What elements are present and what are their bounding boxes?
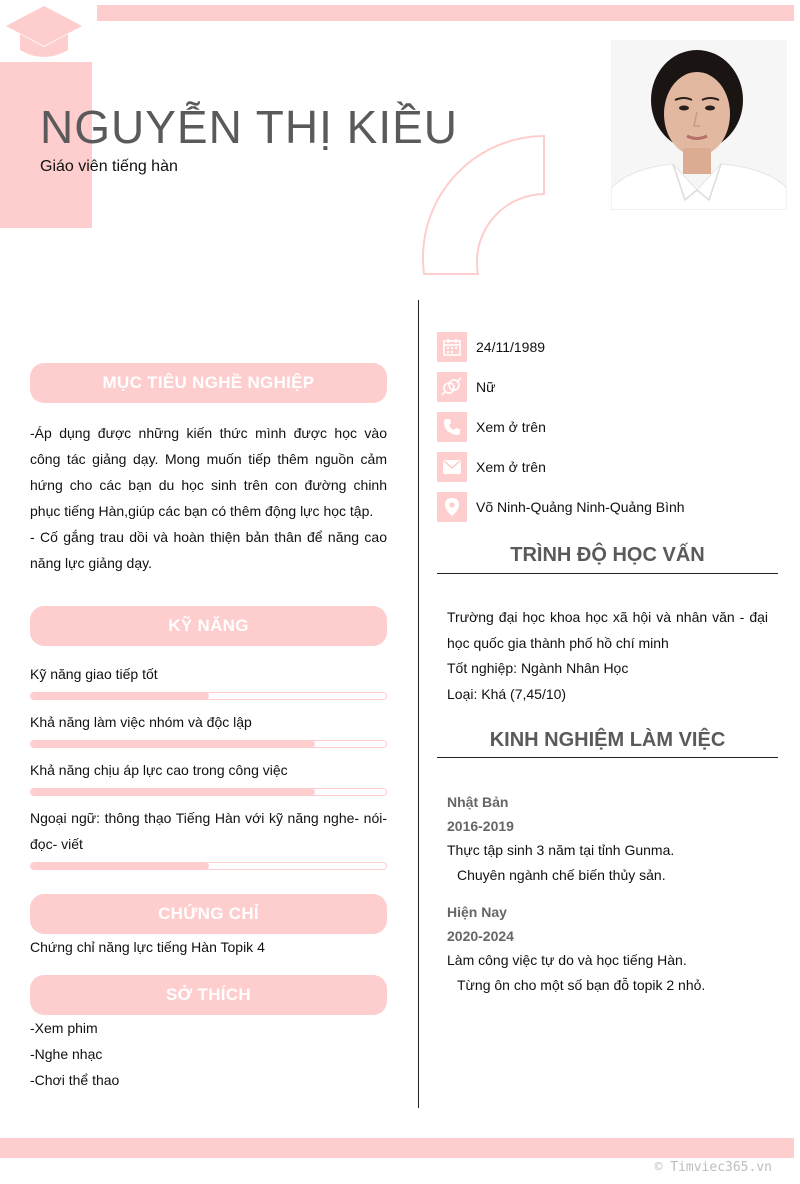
phone-icon — [437, 412, 467, 442]
gender-icon — [437, 372, 467, 402]
hobby-item: -Chơi thể thao — [30, 1072, 120, 1088]
education-grade: Loại: Khá (7,45/10) — [447, 685, 567, 702]
calendar-icon — [437, 332, 467, 362]
skill-fill — [31, 863, 209, 869]
skill-name: Ngoại ngữ: thông thạo Tiếng Hàn với kỹ năng nghe- nói- đọc- viết — [30, 810, 387, 852]
hobbies-heading: SỞ THÍCH — [30, 975, 387, 1015]
objective-heading: MỤC TIÊU NGHỀ NGHIỆP — [30, 363, 387, 403]
experience-line: Chuyên ngành chế biến thủy sản. — [457, 867, 666, 883]
experience-line: Từng ôn cho một số bạn đỗ topik 2 nhỏ. — [457, 977, 706, 993]
objective-line: - Cố gắng trau dồi và hoàn thiện bản thân để năng cao năng lực giảng dạy. — [30, 529, 387, 571]
skill-item — [30, 757, 387, 796]
objective-line: -Áp dụng được những kiến thức mình được học vào công tác giảng dạy. Mong muốn tiếp thêm nguồn cảm hứng cho các bạn du học sinh trên con đường chinh phục tiếng Hàn,giúp các bạn có thêm động lực học tập. — [30, 425, 387, 519]
education-heading: TRÌNH ĐỘ HỌC VẤN — [510, 544, 705, 566]
experience-item — [447, 790, 768, 888]
experience-line: Thực tập sinh 3 năm tại tỉnh Gunma. — [447, 842, 675, 858]
top-accent-bar — [97, 5, 794, 21]
job-title: Giáo viên tiếng hàn — [40, 158, 178, 175]
skill-bar — [30, 788, 387, 796]
skill-fill — [31, 789, 315, 795]
experience-place: Hiện Nay — [447, 904, 507, 920]
hobby-item: -Nghe nhạc — [30, 1046, 103, 1062]
skill-bar — [30, 740, 387, 748]
contact-gender — [437, 372, 495, 402]
email-text: Xem ở trên — [476, 459, 546, 475]
column-divider — [418, 300, 419, 1108]
skill-item — [30, 709, 387, 748]
contact-email — [437, 452, 546, 482]
education-details — [447, 605, 768, 707]
experience-period: 2016-2019 — [447, 818, 514, 834]
skill-bar — [30, 862, 387, 870]
candidate-name: NGUYỄN THỊ KIỀU — [40, 101, 458, 153]
education-rule — [437, 573, 778, 574]
experience-line: Làm công việc tự do và học tiếng Hàn. — [447, 952, 687, 968]
contact-birthdate — [437, 332, 545, 362]
portrait-photo — [611, 40, 787, 210]
location-icon — [437, 492, 467, 522]
skill-name: Khả năng chịu áp lực cao trong công việc — [30, 762, 288, 778]
birthdate-text: 24/11/1989 — [476, 339, 546, 355]
skill-item — [30, 661, 387, 700]
skill-fill — [31, 693, 209, 699]
experience-item — [447, 900, 768, 998]
copyright-watermark: © Timviec365.vn — [654, 1160, 772, 1175]
email-icon — [437, 452, 467, 482]
skills-heading: KỸ NĂNG — [30, 606, 387, 646]
graduation-cap-icon — [4, 4, 84, 62]
certificates-heading: CHỨNG CHỈ — [30, 894, 387, 934]
education-school: Trường đại học khoa học xã hội và nhân văn - đại học quốc gia thành phố hồ chí minh — [447, 609, 768, 651]
skill-fill — [31, 741, 315, 747]
skill-item — [30, 805, 387, 870]
experience-heading: KINH NGHIỆM LÀM VIỆC — [489, 729, 726, 751]
skill-name: Khả năng làm việc nhóm và độc lập — [30, 714, 252, 730]
skill-name: Kỹ năng giao tiếp tốt — [30, 666, 158, 682]
footer-accent-bar — [0, 1138, 794, 1158]
contact-phone — [437, 412, 546, 442]
skill-bar — [30, 692, 387, 700]
contact-address — [437, 492, 685, 522]
gender-text: Nữ — [476, 379, 496, 395]
certificate-item: Chứng chỉ năng lực tiếng Hàn Topik 4 — [30, 939, 265, 955]
objective-text — [30, 420, 387, 576]
phone-text: Xem ở trên — [476, 419, 546, 435]
experience-place: Nhật Bản — [447, 794, 509, 810]
hobbies-list — [30, 1015, 387, 1093]
experience-rule — [437, 757, 778, 758]
experience-period: 2020-2024 — [447, 928, 514, 944]
education-major: Tốt nghiệp: Ngành Nhân Học — [447, 660, 629, 676]
address-text: Võ Ninh-Quảng Ninh-Quảng Bình — [476, 499, 685, 515]
hobby-item: -Xem phim — [30, 1020, 98, 1036]
